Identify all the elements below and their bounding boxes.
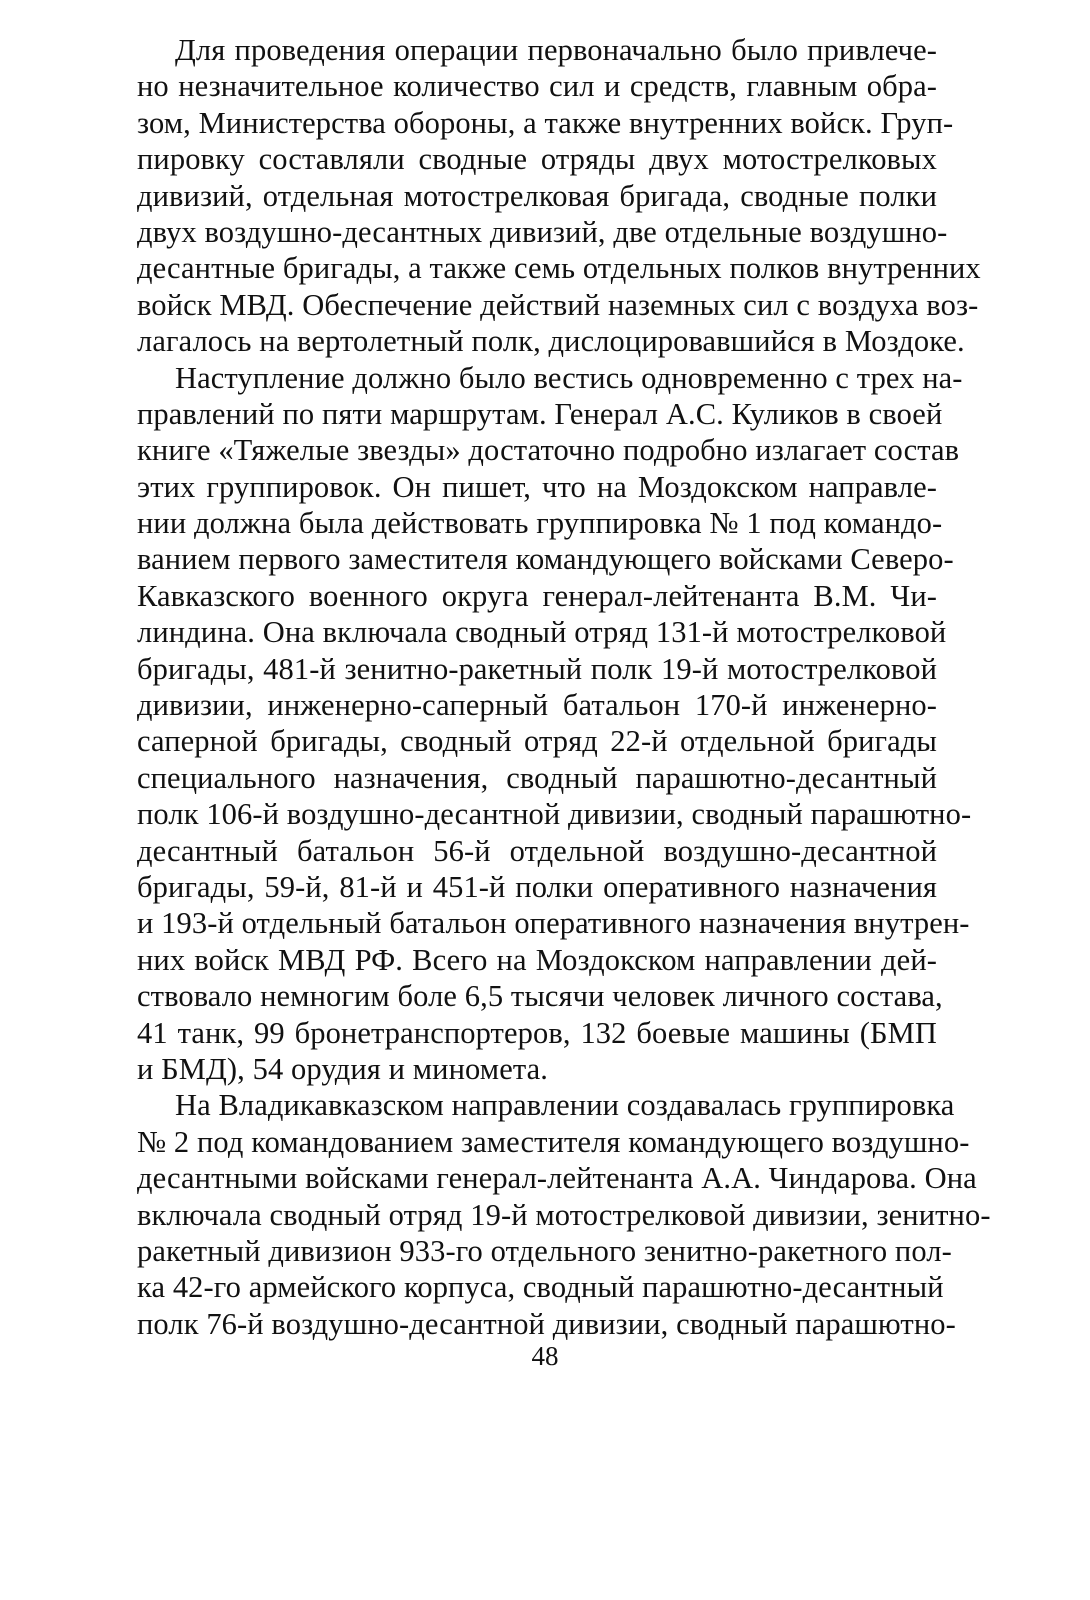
text-line: и БМД), 54 орудия и миномета. [137,1051,549,1086]
text-line: полк 76-й воздушно-десантной дивизии, сводный парашютно- [137,1306,956,1341]
text-line: лагалось на вертолетный полк, дислоцировавшийся в Моздоке. [137,324,965,359]
text-line: саперной бригады, сводный отряд 22-й отдельной бригады [137,724,937,759]
text-line: правлений по пяти маршрутам. Генерал А.С. Куликов в своей [137,396,943,431]
text-line: Для проведения операции первоначально было привлече- [175,33,937,67]
text-line: пировку составляли сводные отряды двух мотострелковых [137,142,937,177]
text-line: полк 106-й воздушно-десантной дивизии, сводный парашютно- [137,797,972,832]
text-line: зом, Министерства обороны, а также внутренних войск. Груп- [137,105,954,140]
text-line: бригады, 59-й, 81-й и 451-й полки оперативного назначения [137,869,937,904]
text-line: дивизий, отдельная мотострелковая бригада, сводные полки [137,178,937,213]
body-text [137,32,991,1342]
text-line: двух воздушно-десантных дивизий, две отдельные воздушно- [137,214,948,249]
text-line: книге «Тяжелые звезды» достаточно подробно излагает состав [137,433,960,468]
text-line: десантный батальон 56-й отдельной воздушно-десантной [137,833,937,868]
paragraph [137,1087,991,1342]
text-line: бригады, 481-й зенитно-ракетный полк 19-й мотострелковой [137,651,937,686]
text-line: ствовало немногим боле 6,5 тысячи человек личного состава, [137,979,943,1014]
text-line: десантные бригады, а также семь отдельных полков внутренних [137,251,981,286]
text-line: ракетный дивизион 933-го отдельного зенитно-ракетного пол- [137,1233,952,1268]
text-line: включала сводный отряд 19-й мотострелковой дивизии, зенитно- [137,1197,991,1232]
text-line: 41 танк, 99 бронетранспортеров, 132 боевые машины (БМП [137,1015,937,1050]
text-line: линдина. Она включала сводный отряд 131-й мотострелковой [137,615,947,650]
paragraph [137,32,981,360]
text-line: и 193-й отдельный батальон оперативного назначения внутрен- [137,906,970,941]
text-line: ка 42-го армейского корпуса, сводный парашютно-десантный [137,1270,944,1305]
text-line: № 2 под командованием заместителя командующего воздушно- [137,1124,970,1159]
text-line: дивизии, инженерно-саперный батальон 170-й инженерно- [137,688,937,723]
text-line: На Владикавказском направлении создавалась группировка [175,1088,955,1123]
text-line: но незначительное количество сил и средств, главным обра- [137,69,937,104]
text-line: нии должна была действовать группировка № 1 под командо- [137,506,943,541]
text-line: Наступление должно было вестись одновременно с трех на- [175,360,963,395]
text-line: Кавказского военного округа генерал-лейтенанта В.М. Чи- [137,578,937,613]
text-line: десантными войсками генерал-лейтенанта А.А. Чиндарова. Она [137,1161,977,1196]
page-number: 48 [531,1341,559,1371]
text-line: специального назначения, сводный парашютно-десантный [137,760,937,795]
text-line: войск МВД. Обеспечение действий наземных сил с воздуха воз- [137,287,979,322]
text-line: них войск МВД РФ. Всего на Моздокском направлении дей- [137,942,937,977]
text-line: ванием первого заместителя командующего войсками Северо- [137,542,954,577]
paragraph [137,360,972,1088]
text-line: этих группировок. Он пишет, что на Моздокском направле- [137,469,937,504]
